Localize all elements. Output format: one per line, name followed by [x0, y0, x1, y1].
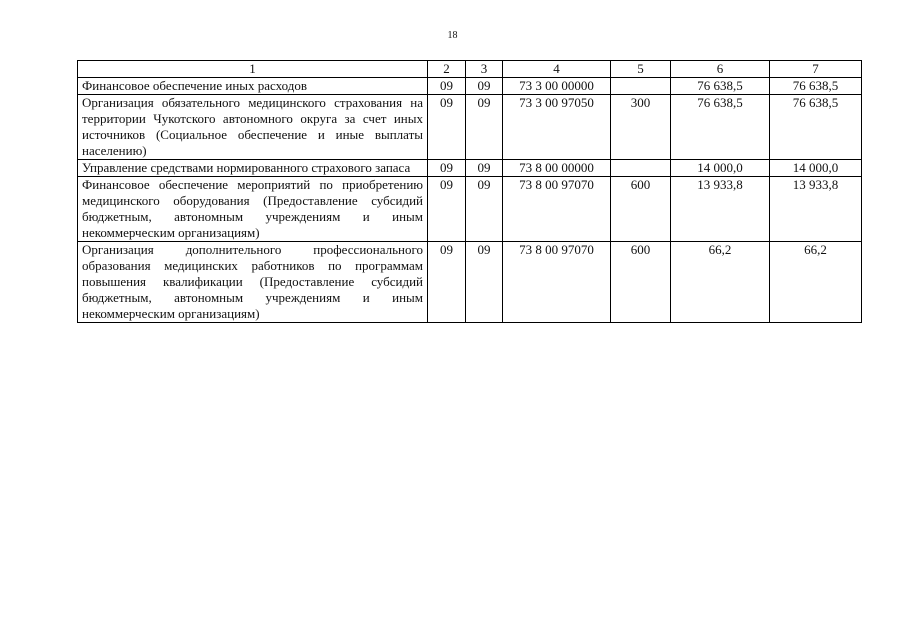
table-row — [78, 78, 862, 95]
row-subsection: 09 — [466, 177, 503, 242]
table-row — [78, 160, 862, 177]
row-subsection: 09 — [466, 78, 503, 95]
row-expense-type: 600 — [611, 242, 671, 323]
row-amount-2: 76 638,5 — [770, 95, 862, 160]
row-amount-1: 76 638,5 — [671, 95, 770, 160]
row-target-code: 73 8 00 97070 — [503, 242, 611, 323]
row-target-code: 73 8 00 97070 — [503, 177, 611, 242]
row-name: Управление средствами нормированного страхового запаса — [78, 160, 428, 177]
row-section: 09 — [428, 78, 466, 95]
row-name: Финансовое обеспечение мероприятий по приобретению медицинского оборудования (Предоставление субсидий бюджетным, автономным учреждениям и иным некоммерческим организациям) — [78, 177, 428, 242]
row-expense-type — [611, 160, 671, 177]
table-row — [78, 242, 862, 323]
row-expense-type — [611, 78, 671, 95]
table-row — [78, 95, 862, 160]
row-section: 09 — [428, 242, 466, 323]
row-amount-1: 66,2 — [671, 242, 770, 323]
row-subsection: 09 — [466, 95, 503, 160]
header-col-5: 5 — [611, 61, 671, 78]
row-subsection: 09 — [466, 160, 503, 177]
header-col-6: 6 — [671, 61, 770, 78]
header-row — [78, 61, 862, 78]
row-target-code: 73 3 00 00000 — [503, 78, 611, 95]
header-col-4: 4 — [503, 61, 611, 78]
header-col-1: 1 — [78, 61, 428, 78]
row-subsection: 09 — [466, 242, 503, 323]
row-name: Организация дополнительного профессионального образования медицинских работников по программам повышения квалификации (Предоставление субсидий бюджетным, автономным учреждениям и иным некоммерческим организациям) — [78, 242, 428, 323]
row-amount-1: 13 933,8 — [671, 177, 770, 242]
budget-table — [77, 60, 862, 323]
row-amount-1: 76 638,5 — [671, 78, 770, 95]
row-name: Организация обязательного медицинского страхования на территории Чукотского автономного округа за счет иных источников (Социальное обеспечение и иные выплаты населению) — [78, 95, 428, 160]
row-amount-2: 66,2 — [770, 242, 862, 323]
row-target-code: 73 8 00 00000 — [503, 160, 611, 177]
row-amount-1: 14 000,0 — [671, 160, 770, 177]
row-expense-type: 300 — [611, 95, 671, 160]
row-section: 09 — [428, 95, 466, 160]
table-row — [78, 177, 862, 242]
row-expense-type: 600 — [611, 177, 671, 242]
row-section: 09 — [428, 177, 466, 242]
row-name: Финансовое обеспечение иных расходов — [78, 78, 428, 95]
header-col-7: 7 — [770, 61, 862, 78]
row-target-code: 73 3 00 97050 — [503, 95, 611, 160]
row-amount-2: 76 638,5 — [770, 78, 862, 95]
page-number: 18 — [447, 30, 458, 41]
header-col-3: 3 — [466, 61, 503, 78]
row-amount-2: 14 000,0 — [770, 160, 862, 177]
row-amount-2: 13 933,8 — [770, 177, 862, 242]
row-section: 09 — [428, 160, 466, 177]
header-col-2: 2 — [428, 61, 466, 78]
